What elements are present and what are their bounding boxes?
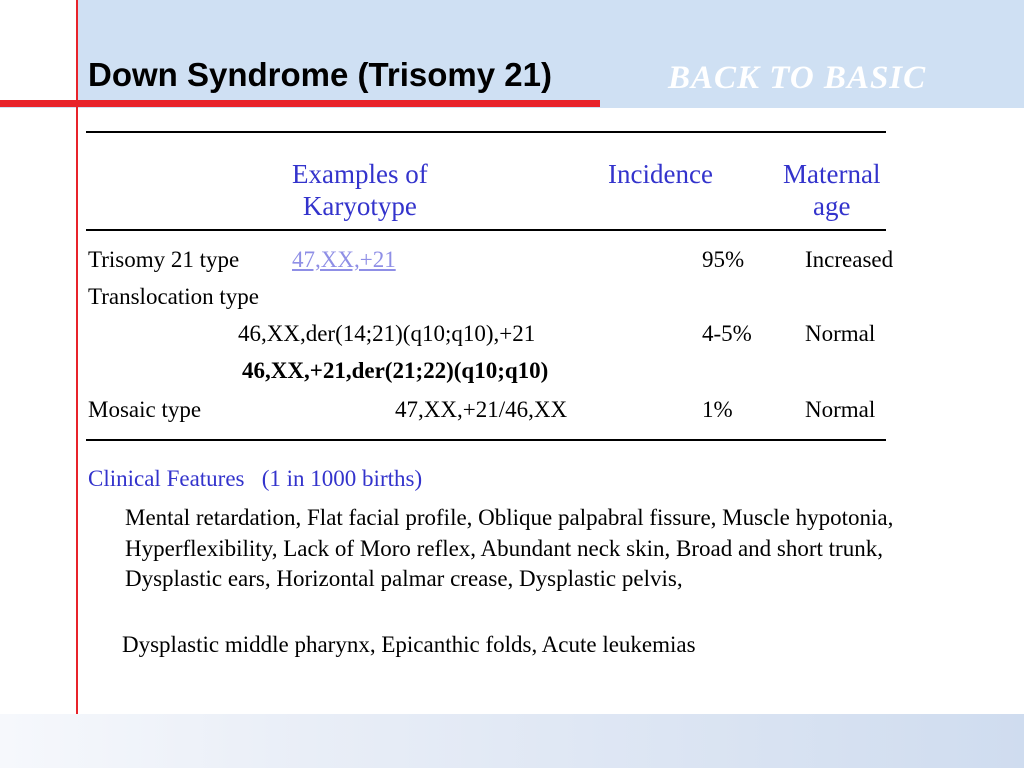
- header-maternal-line1: Maternal: [783, 159, 881, 189]
- row-translocation-type: Translocation type: [88, 284, 259, 309]
- clinical-features-list-2: Dysplastic middle pharynx, Epicanthic folds, Acute leukemias: [122, 632, 696, 657]
- table-top-rule: [86, 131, 886, 133]
- table-header-rule: [86, 229, 886, 231]
- row-trisomy-type: Trisomy 21 type: [88, 247, 240, 272]
- clinical-features-heading: [88, 466, 422, 492]
- horizontal-red-rule: [0, 100, 600, 107]
- header-examples-line1: Examples of: [292, 159, 428, 189]
- clinical-frequency: (1 in 1000 births): [261, 466, 423, 491]
- table-bottom-rule: [86, 439, 886, 441]
- slide-title: Down Syndrome (Trisomy 21): [88, 56, 552, 93]
- row-translocation-incidence: 4-5%: [702, 321, 752, 346]
- row-mosaic-type: Mosaic type: [88, 397, 202, 422]
- header-corner: [0, 0, 76, 102]
- row-translocation-karyotype-1: 46,XX,der(14;21)(q10;q10),+21: [238, 321, 536, 346]
- row-mosaic-maternal: Normal: [805, 397, 876, 422]
- clinical-features-list: Mental retardation, Flat facial profile, Oblique palpabral fissure, Muscle hypotonia, Hyperflexibility, Lack of Moro reflex, Abundant neck skin, Broad and short trunk, Dysplastic ears, Horizontal palmar crease, Dysplastic pelvis,: [125, 505, 894, 591]
- clinical-features-label: Clinical Features: [88, 466, 245, 491]
- row-trisomy-incidence: 95%: [702, 247, 745, 272]
- row-mosaic-karyotype: 47,XX,+21/46,XX: [395, 397, 568, 422]
- footer-band: [0, 714, 1024, 768]
- row-translocation-maternal: Normal: [805, 321, 876, 346]
- row-trisomy-maternal: Increased: [805, 247, 894, 272]
- header-incidence: Incidence: [608, 159, 713, 189]
- karyotype-link[interactable]: 47,XX,+21: [292, 247, 396, 272]
- row-mosaic-incidence: 1%: [702, 397, 733, 422]
- back-to-basic-watermark: BACK TO BASIC: [668, 60, 927, 96]
- header-maternal-age: [783, 158, 880, 222]
- row-translocation-karyotype-2: 46,XX,+21,der(21;22)(q10;q10): [242, 358, 549, 383]
- header-examples-line2: Karyotype: [302, 191, 417, 221]
- vertical-red-rule: [76, 0, 78, 714]
- header-maternal-line2: age: [812, 191, 851, 221]
- header-examples-karyotype: [292, 158, 428, 222]
